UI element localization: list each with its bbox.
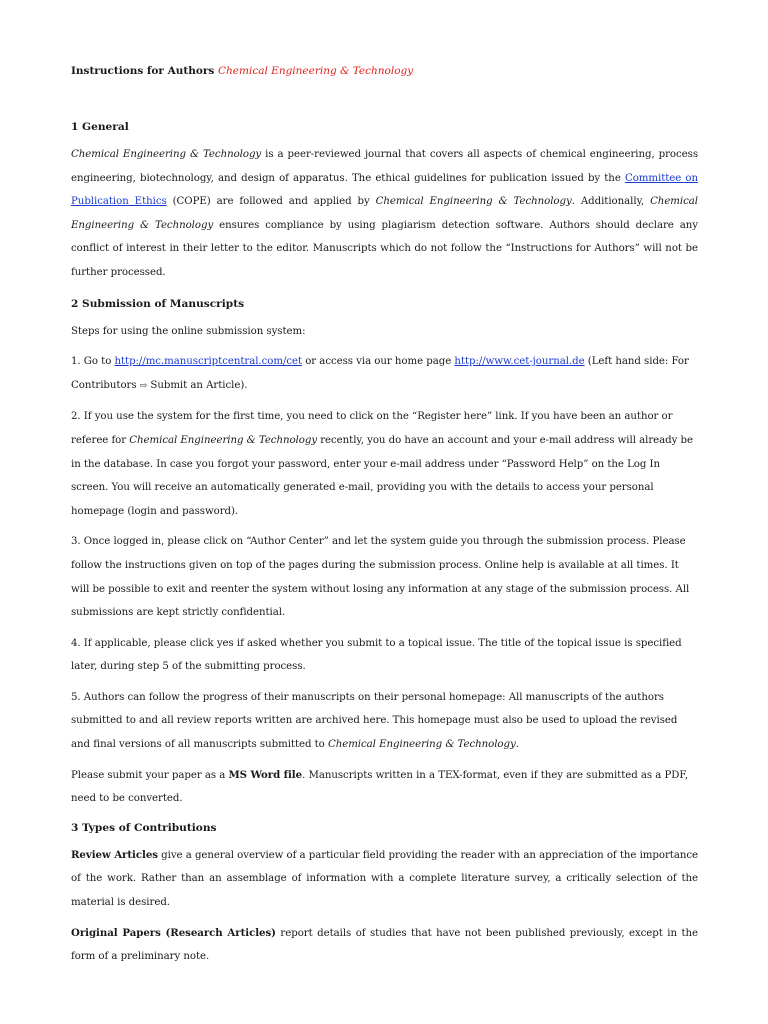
- general-text-3: . Additionally,: [571, 196, 651, 208]
- word-file-note: [71, 764, 698, 811]
- journal-name-ref: Chemical Engineering & Technology: [327, 739, 516, 751]
- review-articles-label: Review Articles: [71, 848, 158, 861]
- title-journal-name: Chemical Engineering & Technology: [218, 65, 414, 77]
- section-heading-general: 1 General: [71, 121, 129, 133]
- section-heading-submission: 2 Submission of Manuscripts: [71, 297, 245, 310]
- original-papers-text: report details of studies that have not been published previously, except in the form of a preliminary note.: [71, 927, 698, 963]
- step-1-text-d: Submit an Article).: [147, 379, 248, 391]
- cope-link[interactable]: Committee on Publication Ethics: [71, 172, 698, 208]
- step-1-text-a: 1. Go to: [71, 356, 115, 368]
- general-text-4: ensures compliance by using plagiarism detection software. Authors should declare any conflict of interest in their letter to the editor. Manuscripts which do not follow the “Instructions for Authors” will not be further processed.: [71, 219, 698, 278]
- right-arrow-icon: ⇨: [139, 380, 148, 391]
- manuscriptcentral-link[interactable]: http://mc.manuscriptcentral.com/cet: [114, 356, 303, 368]
- step-5-text-a: 5. Authors can follow the progress of their manuscripts on their personal homepage: All manuscripts of the authors submitted to and all review reports written are archived here. This homepage must also be used to upload the revised and final versions of all manuscripts submitted to: [71, 691, 678, 751]
- step-1-text-b: or access via our home page: [302, 356, 455, 368]
- document-content: [71, 64, 698, 976]
- step-3: 3. Once logged in, please click on “Author Center” and let the system guide you through the submission process. Please follow the instructions given on top of the pages during the submission process. Online help is available at all times. It will be possible to exit and reenter the system without losing any information at any stage of the submission process. All submissions are kept strictly confidential.: [71, 536, 690, 619]
- original-papers-paragraph: [71, 922, 698, 969]
- document-title: [71, 64, 698, 78]
- general-paragraph: [71, 143, 698, 285]
- general-text-2: (COPE) are followed and applied by: [166, 196, 376, 208]
- word-note-text-b: . Manuscripts written in a TEX-format, even if they are submitted as a PDF, need to be converted.: [71, 769, 689, 805]
- review-articles-paragraph: [71, 844, 698, 915]
- review-articles-text: give a general overview of a particular field providing the reader with an appreciation of the importance of the work. Rather than an assemblage of information with a complete literature survey, a critically selection of the material is desired.: [71, 849, 698, 909]
- step-2: [71, 405, 698, 523]
- step-5-text-b: .: [515, 739, 519, 751]
- step-2-text-b: recently, you do have an account and your e-mail address will already be in the database. In case you forgot your password, enter your e-mail address under “Password Help” on the Log In screen. You will receive an automatically generated e-mail, providing you with the details to access your personal homepage (login and password).: [71, 434, 693, 517]
- step-5: [71, 686, 698, 757]
- step-1-text-c: (Left hand side: For Contributors: [71, 356, 689, 391]
- section-heading-contributions: 3 Types of Contributions: [71, 821, 217, 834]
- submission-intro: Steps for using the online submission system:: [71, 325, 306, 337]
- journal-name-ref: Chemical Engineering & Technology: [375, 196, 572, 208]
- general-text-1: is a peer-reviewed journal that covers all aspects of chemical engineering, process engineering, biotechnology, and design of apparatus. The ethical guidelines for publication issued by the: [71, 149, 698, 184]
- ms-word-file-label: MS Word file: [228, 768, 303, 781]
- word-note-text-a: Please submit your paper as a: [71, 769, 229, 781]
- step-4: 4. If applicable, please click yes if asked whether you submit to a topical issue. The title of the topical issue is specified later, during step 5 of the submitting process.: [71, 637, 682, 673]
- homepage-link[interactable]: http://www.cet-journal.de: [454, 356, 585, 368]
- title-prefix: Instructions for Authors: [71, 65, 218, 77]
- original-papers-label: Original Papers (Research Articles): [71, 926, 276, 939]
- journal-name-ref: Chemical Engineering & Technology: [71, 196, 699, 231]
- journal-name-ref: Chemical Engineering & Technology: [129, 434, 318, 446]
- step-1: [71, 350, 698, 398]
- step-2-text-a: 2. If you use the system for the first time, you need to click on the “Register here” link. If you have been an author or referee for: [71, 411, 673, 446]
- journal-name-ref: Chemical Engineering & Technology: [71, 149, 262, 160]
